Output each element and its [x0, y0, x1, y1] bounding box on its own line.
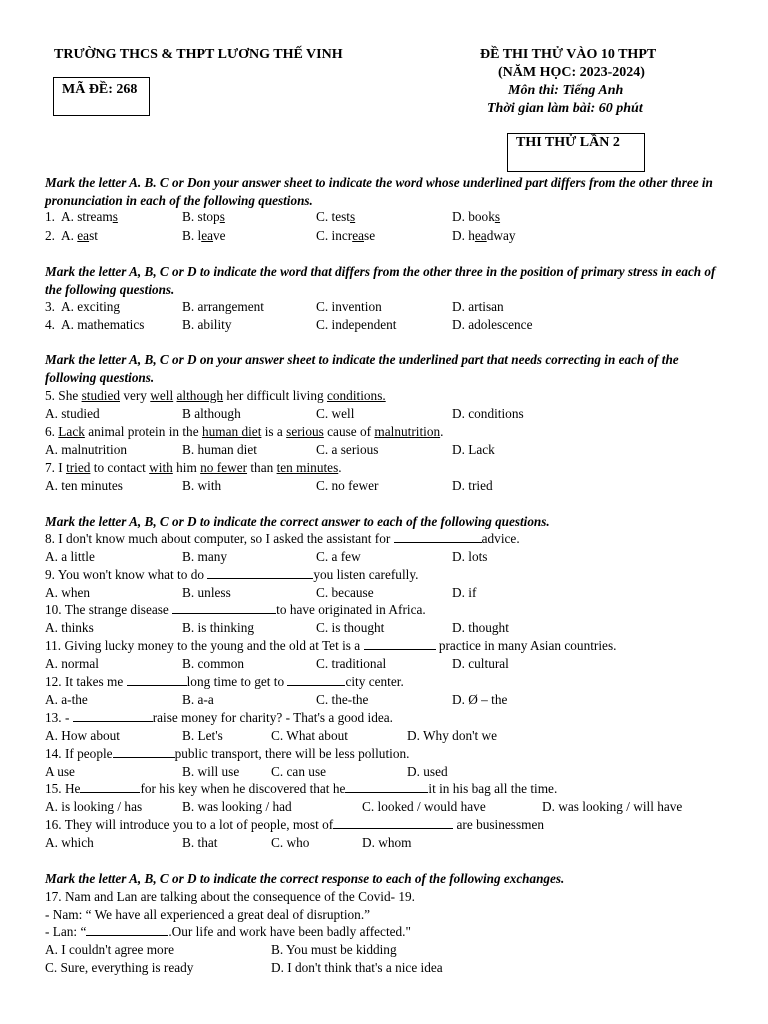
option-a: A. normal [45, 656, 99, 671]
exam-time: Thời gian làm bài: 60 phút [487, 101, 643, 116]
question-2 [45, 227, 516, 244]
option-a: A. a little [45, 549, 95, 564]
option-c: C. tests [316, 209, 356, 224]
question-14-stem: 14. If people public transport, there will be less pollution. [45, 746, 410, 761]
option-d: D. Why don't we [407, 728, 498, 743]
question-16-stem: 16. They will introduce you to a lot of people, most of are businessmen [45, 817, 545, 832]
question-13-stem: 13. - raise money for charity? - That's a good idea. [45, 710, 394, 725]
option-c: C. who [271, 835, 310, 850]
question-number: 1. [45, 209, 55, 224]
option-c: C. the-the [316, 692, 369, 707]
option-d: D. thought [452, 620, 509, 635]
option-b: B. leave [182, 228, 226, 243]
option-c: C. What about [271, 728, 348, 743]
question-11-stem: 11. Giving lucky money to the young and the old at Tet is a practice in many Asian countries. [45, 638, 617, 653]
question-number: 4. [45, 317, 55, 332]
option-b: B. Let's [182, 728, 223, 743]
option-a: A. How about [45, 728, 120, 743]
question-3 [45, 298, 504, 315]
option-c: C. because [316, 585, 374, 600]
option-c: C. independent [316, 317, 397, 332]
question-5-stem: 5. She studied very well although her difficult living conditions. [45, 388, 386, 403]
exam-code: MÃ ĐỀ: 268 [62, 82, 138, 97]
option-a: A. a-the [45, 692, 88, 707]
option-a: A. which [45, 835, 94, 850]
option-a: A. is looking / has [45, 799, 143, 814]
option-c: C. a serious [316, 442, 379, 457]
option-b: B. with [182, 478, 222, 493]
option-a: A. malnutrition [45, 442, 127, 457]
option-b: B. was looking / had [182, 799, 292, 814]
option-c: C. increase [316, 228, 376, 243]
question-17-intro: 17. Nam and Lan are talking about the consequence of the Covid- 19. [45, 889, 415, 904]
question-15-stem: 15. He for his key when he discovered that he it in his bag all the time. [45, 781, 558, 796]
question-6-stem: 6. Lack animal protein in the human diet is a serious cause of malnutrition. [45, 424, 444, 439]
question-number: 2. [45, 228, 55, 243]
subject: Môn thi: Tiếng Anh [508, 83, 624, 98]
attempt-label: THI THỬ LẦN 2 [516, 135, 620, 150]
option-d: D. was looking / will have [542, 799, 683, 814]
option-b: B. a-a [182, 692, 214, 707]
option-c: C. invention [316, 299, 382, 314]
option-a: A. east [61, 228, 98, 243]
option-a: A. ten minutes [45, 478, 123, 493]
option-c: C. can use [271, 764, 327, 779]
section-1-instruction: Mark the letter A. B. C or Don your answer sheet to indicate the word whose underlined part differs from the other three in pronunciation in each of the following questions. [45, 175, 713, 208]
section-2-instruction: Mark the letter A, B, C or D to indicate the word that differs from the other three in the position of primary stress in each of the following questions. [45, 264, 716, 297]
option-d: D. Ø – the [452, 692, 508, 707]
option-d: D. lots [452, 549, 488, 564]
option-b: B. arrangement [182, 299, 264, 314]
option-d: D. whom [362, 835, 412, 850]
option-d: D. artisan [452, 299, 504, 314]
option-b: B. stops [182, 209, 225, 224]
school-name: TRƯỜNG THCS & THPT LƯƠNG THẾ VINH [54, 47, 343, 62]
option-b: B. that [182, 835, 218, 850]
option-c: C. Sure, everything is ready [45, 960, 194, 975]
option-b: B. You must be kidding [271, 942, 397, 957]
option-d: D. cultural [452, 656, 509, 671]
option-a: A. exciting [61, 299, 121, 314]
question-17-lan: - Lan: “ .Our life and work have been badly affected." [45, 924, 411, 939]
option-d: D. used [407, 764, 448, 779]
option-d: D. Lack [452, 442, 495, 457]
option-a: A. when [45, 585, 91, 600]
option-b: B. will use [182, 764, 240, 779]
section-3-instruction: Mark the letter A, B, C or D on your answer sheet to indicate the underlined part that needs correcting in each of the following questions. [45, 352, 679, 385]
question-1 [45, 208, 501, 225]
option-c: C. traditional [316, 656, 387, 671]
school-year: (NĂM HỌC: 2023-2024) [498, 65, 645, 80]
option-d: D. books [452, 209, 501, 224]
question-10-stem: 10. The strange disease to have originated in Africa. [45, 602, 426, 617]
option-d: D. headway [452, 228, 516, 243]
question-8-stem: 8. I don't know much about computer, so I asked the assistant for advice. [45, 531, 520, 546]
option-c: C. a few [316, 549, 361, 564]
question-4 [45, 316, 533, 333]
option-a: A. I couldn't agree more [45, 942, 175, 957]
option-a: A. mathematics [61, 317, 145, 332]
question-17-nam: - Nam: “ We have all experienced a great deal of disruption.” [45, 907, 371, 922]
question-12-stem: 12. It takes me long time to get to city center. [45, 674, 404, 689]
option-d: D. adolescence [452, 317, 533, 332]
option-c: C. well [316, 406, 355, 421]
exam-title: ĐỀ THI THỬ VÀO 10 THPT [480, 47, 657, 62]
option-b: B. common [182, 656, 245, 671]
option-a: A. studied [45, 406, 100, 421]
option-c: C. looked / would have [362, 799, 486, 814]
option-a: A use [45, 764, 75, 779]
option-d: D. I don't think that's a nice idea [271, 960, 443, 975]
option-d: D. if [452, 585, 477, 600]
option-b: B. unless [182, 585, 231, 600]
option-d: D. tried [452, 478, 493, 493]
option-a: A. streams [61, 209, 118, 224]
option-b: B. human diet [182, 442, 257, 457]
question-number: 3. [45, 299, 55, 314]
option-c: C. is thought [316, 620, 385, 635]
section-4-instruction: Mark the letter A, B, C or D to indicate the correct answer to each of the following questions. [45, 514, 550, 529]
option-b: B. ability [182, 317, 232, 332]
option-b: B. is thinking [182, 620, 255, 635]
option-b: B. many [182, 549, 228, 564]
question-9-stem: 9. You won't know what to do you listen carefully. [45, 567, 419, 582]
section-5-instruction: Mark the letter A, B, C or D to indicate the correct response to each of the following exchanges. [45, 871, 565, 886]
option-d: D. conditions [452, 406, 524, 421]
option-c: C. no fewer [316, 478, 379, 493]
option-a: A. thinks [45, 620, 94, 635]
question-7-stem: 7. I tried to contact with him no fewer than ten minutes. [45, 460, 342, 475]
option-b: B although [182, 406, 241, 421]
